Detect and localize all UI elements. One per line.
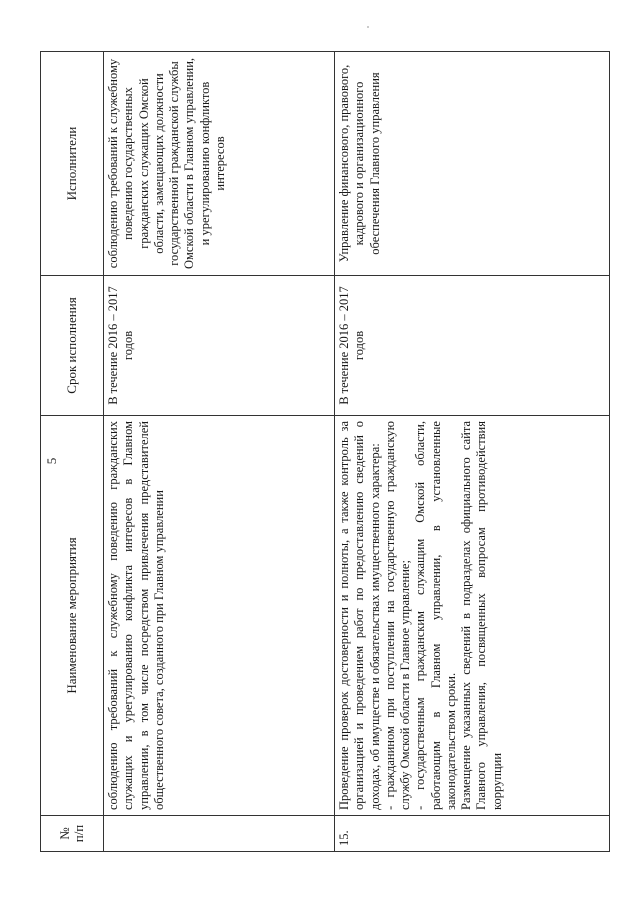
row-name: соблюдению требований к служебному поведению гражданских служащих и урегулированию конфликта интересов в Главном управлении, в том числе посредством привлечения представителей общественного совета, созданного при Главном управлении bbox=[104, 416, 335, 816]
row-name-paragraph: Проведение проверок достоверности и полноты, а также контроль за организацией и проведением работ по предоставлению сведений о доходах, об имуществе и обязательствах имущественного характера: bbox=[337, 421, 382, 810]
row-name-paragraph: - государственным гражданским служащим Омской области, работающим в Главном управлении, в установленные законодательством сроки. bbox=[413, 421, 458, 810]
row-executors: Управление финансового, правового, кадрового и организационного обеспечения Главного управления bbox=[335, 52, 610, 276]
row-name bbox=[335, 416, 610, 816]
row-name-paragraph: Размещение указанных сведений в подразделах официального сайта Главного управления, посвященных вопросам противодействия коррупции bbox=[459, 421, 504, 810]
row-deadline: В течение 2016 – 2017 годов bbox=[335, 276, 610, 416]
table-row bbox=[335, 52, 610, 852]
scan-speck bbox=[367, 26, 369, 28]
header-name: Наименование мероприятия bbox=[41, 416, 104, 816]
row-num bbox=[104, 816, 335, 852]
page-number: 5 bbox=[44, 457, 59, 465]
header-num-bottom: п/п bbox=[71, 824, 86, 843]
header-executors: Исполнители bbox=[41, 52, 104, 276]
row-executors: соблюдению требований к служебному поведению государственных гражданских служащих Омской области, замещающих должности государственной гражданской службы Омской области в Главном управлении, и урегулированию конфликтов интересов bbox=[104, 52, 335, 276]
header-num-top: № bbox=[56, 827, 72, 840]
measures-table bbox=[40, 51, 610, 852]
header-deadline: Срок исполнения bbox=[41, 276, 104, 416]
row-name-paragraph: - гражданином при поступлении на государственную гражданскую службу Омской области в Главное управление; bbox=[382, 421, 412, 810]
table-row bbox=[104, 52, 335, 852]
rotated-table-container bbox=[40, 52, 600, 852]
row-deadline: В течение 2016 – 2017 годов bbox=[104, 276, 335, 416]
row-num: 15. bbox=[335, 816, 610, 852]
header-num bbox=[41, 816, 104, 852]
table-header-row bbox=[41, 52, 104, 852]
